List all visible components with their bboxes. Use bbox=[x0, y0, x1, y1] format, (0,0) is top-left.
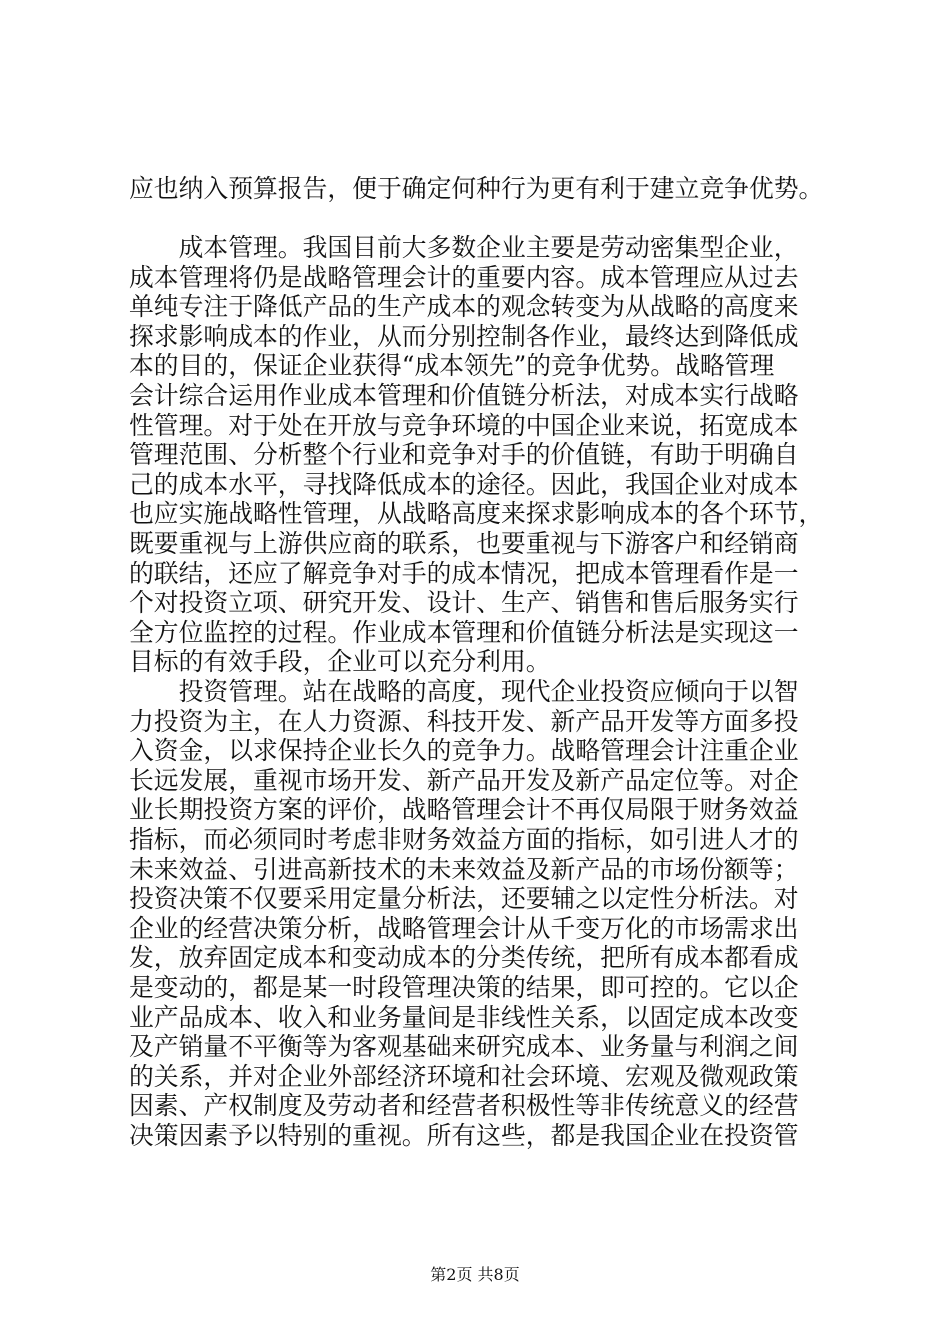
text-line: 的关系，并对企业外部经济环境和社会环境、宏观及微观政策 bbox=[129, 1061, 799, 1091]
text-line: 单纯专注于降低产品的生产成本的观念转变为从战略的高度来 bbox=[129, 292, 799, 322]
text-line: 力投资为主，在人力资源、科技开发、新产品开发等方面多投 bbox=[129, 706, 799, 736]
text-line: 管理范围、分析整个行业和竞争对手的价值链，有助于明确自 bbox=[129, 440, 799, 470]
text-line: 目标的有效手段，企业可以充分利用。 bbox=[129, 647, 551, 677]
text-line: 全方位监控的过程。作业成本管理和价值链分析法是实现这一 bbox=[129, 617, 799, 647]
text-line: 成本管理将仍是战略管理会计的重要内容。成本管理应从过去 bbox=[129, 262, 799, 292]
text-line: 及产销量不平衡等为客观基础来研究成本、业务量与利润之间 bbox=[129, 1032, 799, 1062]
text-line: 投资决策不仅要采用定量分析法，还要辅之以定性分析法。对 bbox=[129, 884, 799, 914]
page-footer: 第2页 共8页 bbox=[430, 1265, 520, 1284]
text-line: 会计综合运用作业成本管理和价值链分析法，对成本实行战略 bbox=[129, 381, 799, 410]
text-line: 本的目的，保证企业获得“成本领先”的竞争优势。战略管理 bbox=[129, 351, 775, 381]
text-line: 既要重视与上游供应商的联系，也要重视与下游客户和经销商 bbox=[129, 529, 799, 558]
text-line: 发，放弃固定成本和变动成本的分类传统，把所有成本都看成 bbox=[129, 943, 799, 973]
text-line: 应也纳入预算报告，便于确定何种行为更有利于建立竞争优势。 bbox=[129, 174, 824, 203]
text-line: 业产品成本、收入和业务量间是非线性关系，以固定成本改变 bbox=[129, 1002, 799, 1032]
text-line: 性管理。对于处在开放与竞争环境的中国企业来说，拓宽成本 bbox=[129, 410, 799, 440]
text-line: 业长期投资方案的评价，战略管理会计不再仅局限于财务效益 bbox=[129, 795, 799, 825]
text-line: 投资管理。站在战略的高度，现代企业投资应倾向于以智 bbox=[129, 677, 799, 706]
text-line: 长远发展，重视市场开发、新产品开发及新产品定位等。对企 bbox=[129, 765, 799, 795]
text-line: 入资金，以求保持企业长久的竞争力。战略管理会计注重企业 bbox=[129, 736, 799, 766]
text-line: 未来效益、引进高新技术的未来效益及新产品的市场份额等； bbox=[129, 854, 799, 884]
text-line: 是变动的，都是某一时段管理决策的结果，即可控的。它以企 bbox=[129, 973, 799, 1002]
text-line: 决策因素予以特别的重视。所有这些，都是我国企业在投资管 bbox=[129, 1121, 799, 1150]
text-line: 指标，而必须同时考虑非财务效益方面的指标，如引进人才的 bbox=[129, 825, 799, 854]
text-line: 探求影响成本的作业，从而分别控制各作业，最终达到降低成 bbox=[129, 321, 799, 351]
text-line: 因素、产权制度及劳动者和经营者积极性等非传统意义的经营 bbox=[129, 1091, 799, 1121]
text-line: 己的成本水平，寻找降低成本的途径。因此，我国企业对成本 bbox=[129, 469, 799, 499]
text-line: 成本管理。我国目前大多数企业主要是劳动密集型企业， bbox=[129, 233, 799, 262]
text-line: 的联结，还应了解竞争对手的成本情况，把成本管理看作是一 bbox=[129, 558, 799, 588]
text-line: 也应实施战略性管理，从战略高度来探求影响成本的各个环节， bbox=[129, 499, 824, 529]
text-line: 企业的经营决策分析，战略管理会计从千变万化的市场需求出 bbox=[129, 913, 799, 943]
text-line: 个对投资立项、研究开发、设计、生产、销售和售后服务实行 bbox=[129, 588, 799, 618]
